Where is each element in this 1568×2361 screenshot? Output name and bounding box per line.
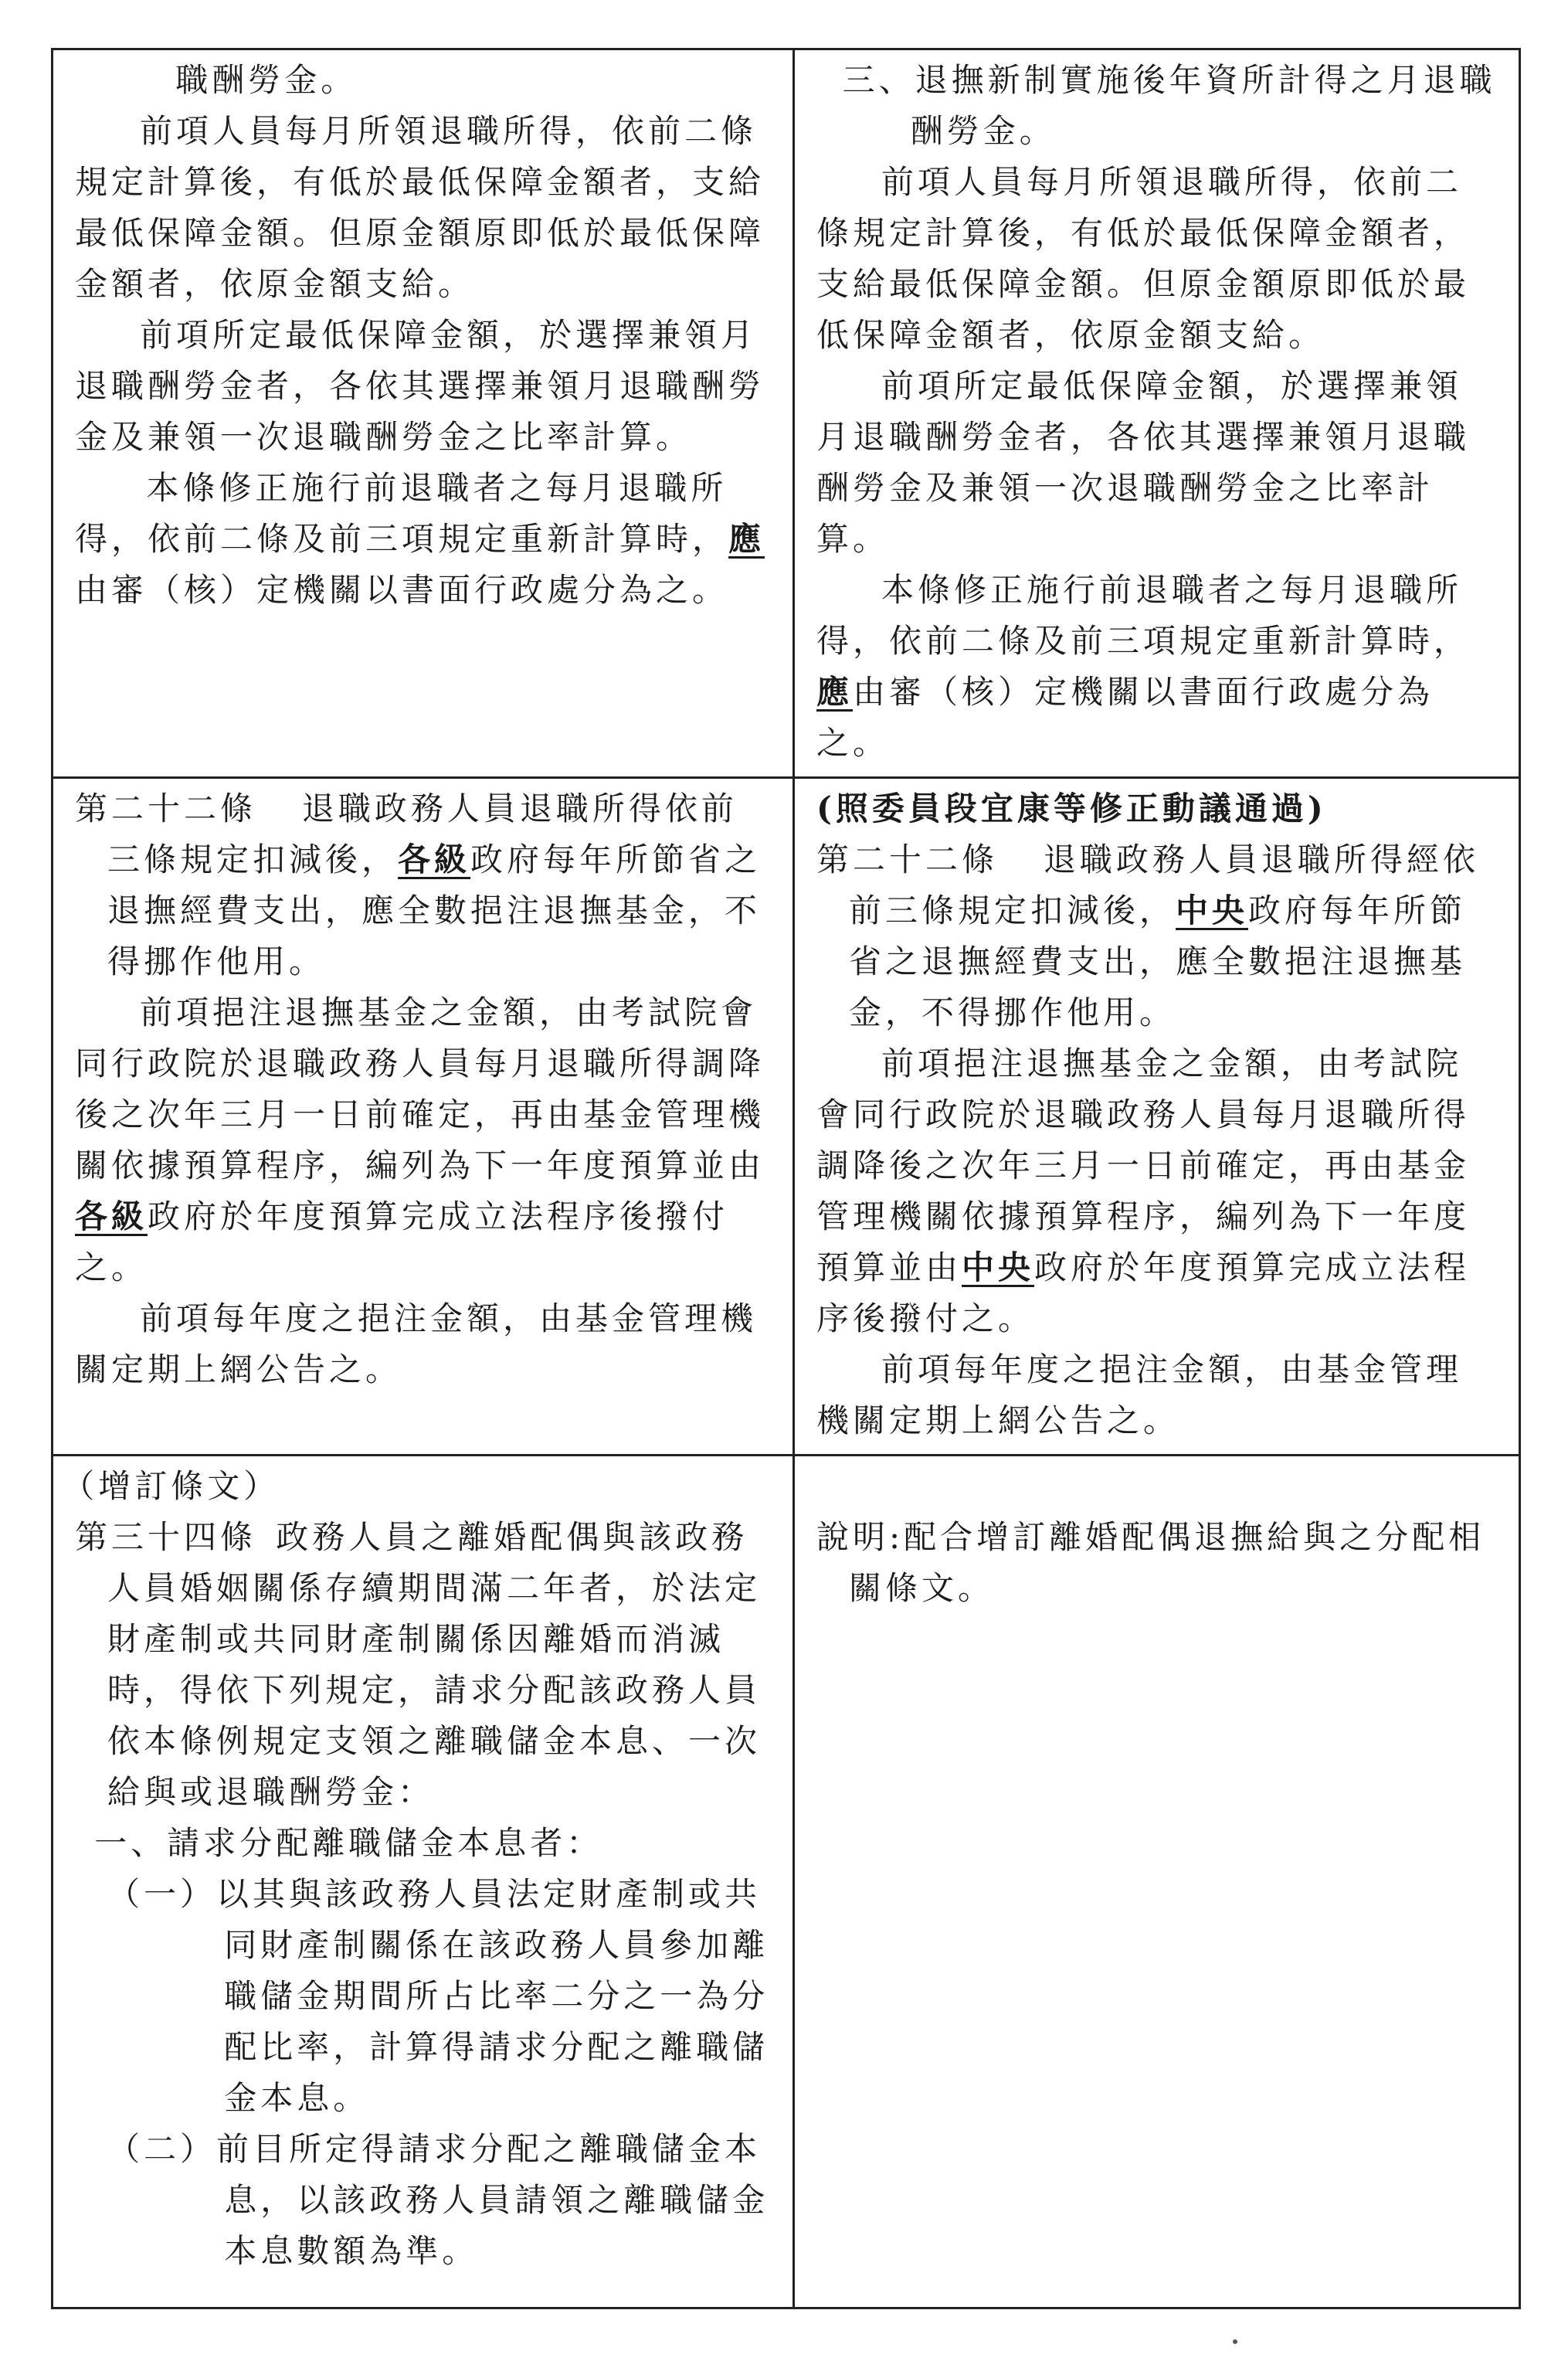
sub-item (75, 1869, 771, 2124)
table-row (53, 778, 1520, 1456)
text-span: 退職政務人員退職所得經依前三條規定扣減後， (849, 841, 1479, 929)
underlined-text: 中央 (1176, 892, 1249, 929)
explanation-note (816, 1512, 1497, 1614)
table-row (53, 1456, 1520, 2308)
underlined-text: 各級 (398, 841, 471, 878)
right-cell (794, 1456, 1520, 2308)
table-row (53, 49, 1520, 778)
left-cell (53, 1456, 794, 2308)
text-span: 政務人員之離婚配偶與該政務人員婚姻關係存續期間滿二年者，於法定財產制或共同財產制關係因離婚而消滅時，得依下列規定，請求分配該政務人員依本條例規定支領之離職儲金本息、一次給與或退職酬勞金： (107, 1518, 762, 1811)
underlined-text: 應 (728, 520, 765, 558)
amendment-heading: (照委員段宜康等修正動議通過) (816, 790, 1327, 827)
text-span: 以其與該政務人員法定財產制或共同財產制關係在該政務人員參加離職儲金期間所占比率二分之一為分配比率，計算得請求分配之離職儲金本息。 (216, 1875, 769, 2117)
left-cell (53, 49, 794, 778)
sub-item-label: （二） (107, 2130, 217, 2168)
text-span: 政府每年所節省之退撫經費支出，應全數挹注退撫基金，不得挪作他用。 (107, 841, 762, 980)
text-span: 由審（核）定機關以書面行政處分為之。 (75, 571, 729, 609)
text-span: 前項挹注退撫基金之金額，由考試院會同行政院於退職政務人員每月退職所得調降後之次年三月一日前確定，再由基金管理機關依據預算程序，編列為下一年度預算並由 (75, 994, 765, 1184)
article (75, 783, 771, 987)
text-span: 由審（核）定機關以書面行政處分為之。 (816, 673, 1434, 762)
paragraph: 前項人員每月所領退職所得，依前二條規定計算後，有低於最低保障金額者，支給最低保障金額。但原金額原即低於最低保障金額者，依原金額支給。 (75, 112, 765, 303)
paragraph: 前項每年度之挹注金額，由基金管理機關定期上網公告之。 (75, 1299, 758, 1388)
text-span: 政府每年所節省之退撫經費支出，應全數挹注退撫基金，不得挪作他用。 (849, 892, 1467, 1031)
added-article-heading: （增訂條文） (62, 1467, 280, 1505)
text-span: 前目所定得請求分配之離職儲金本息，以該政務人員請領之離職儲金本息數額為準。 (216, 2130, 769, 2270)
sub-item (75, 2124, 771, 2277)
right-cell (794, 49, 1520, 778)
text-span: 政府於年度預算完成立法程序後撥付之。 (75, 1197, 729, 1286)
text-span: 前項挹注退撫基金之金額，由考試院會同行政院於退職政務人員每月退職所得調降後之次年三月一日前確定，再由基金管理機關依據預算程序，編列為下一年度預算並由 (816, 1045, 1471, 1286)
paragraph (816, 1038, 1497, 1344)
article-label: 第二十二條 (75, 790, 257, 827)
left-cell (53, 778, 794, 1456)
list-item: 三、退撫新制實施後年資所計得之月退職酬勞金。 (842, 61, 1496, 150)
list-item: 一、請求分配離職儲金本息者： (94, 1824, 603, 1862)
paragraph (75, 463, 771, 616)
comparison-table (51, 48, 1521, 2309)
underlined-text: 應 (816, 673, 854, 711)
text-span: 配合增訂離婚配偶退撫給與之分配相關條文。 (849, 1518, 1485, 1607)
article (75, 1512, 771, 1818)
article-label: 第三十四條 (75, 1518, 257, 1556)
text-span: 政府於年度預算完成立法程序後撥付之。 (816, 1248, 1471, 1337)
article (816, 834, 1497, 1038)
text-span: 本條修正施行前退職者之每月退職所得，依前二條及前三項規定重新計算時， (75, 469, 729, 558)
paragraph: 前項所定最低保障金額，於選擇兼領月退職酬勞金者，各依其選擇兼領月退職酬勞金及兼領一次退職酬勞金之比率計算。 (75, 316, 765, 456)
note-label: 說明: (816, 1518, 904, 1556)
paragraph (75, 987, 771, 1293)
paragraph (816, 565, 1497, 769)
right-cell (794, 778, 1520, 1456)
continued-line: 職酬勞金。 (175, 61, 358, 99)
paragraph: 前項人員每月所領退職所得，依前二條規定計算後，有低於最低保障金額者，支給最低保障金額。但原金額原即低於最低保障金額者，依原金額支給。 (816, 163, 1471, 354)
article-label: 第二十二條 (816, 841, 999, 878)
scan-speck (1233, 2339, 1237, 2344)
text-span: 退職政務人員退職所得依前三條規定扣減後， (107, 790, 738, 878)
text-span: 本條修正施行前退職者之每月退職所得，依前二條及前三項規定重新計算時， (816, 571, 1471, 660)
paragraph: 前項所定最低保障金額，於選擇兼領月退職酬勞金者，各依其選擇兼領月退職酬勞金及兼領一次退職酬勞金之比率計算。 (816, 367, 1471, 558)
paragraph: 前項每年度之挹注金額，由基金管理機關定期上網公告之。 (816, 1350, 1463, 1439)
underlined-text: 各級 (75, 1197, 148, 1235)
underlined-text: 中央 (962, 1248, 1035, 1286)
sub-item-label: （一） (107, 1875, 217, 1913)
